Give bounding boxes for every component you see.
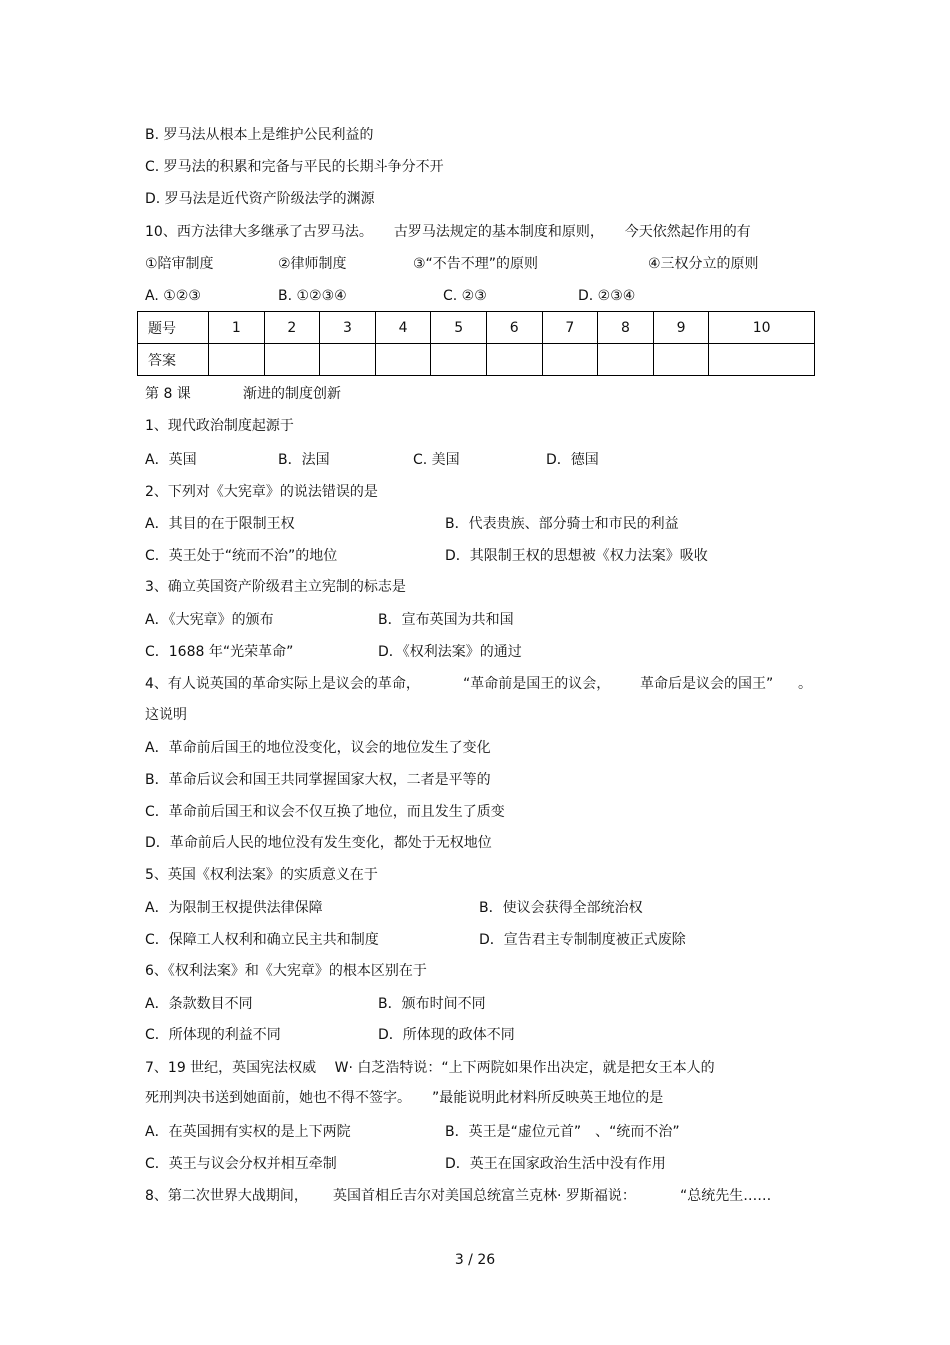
q10-stem: 10、西方法律大多继承了古罗马法。 古罗马法规定的基本制度和原则， 今天依然起作用的有: [145, 224, 751, 240]
q6-stem: 6、《权利法案》和《大宪章》的根本区别在于: [145, 963, 427, 979]
answer-cell[interactable]: [431, 344, 487, 376]
q7-option-b: B．英王是“虚位元首” 、“统而不治”: [445, 1124, 680, 1140]
q3-option-c: C．1688 年“光荣革命”: [145, 644, 294, 660]
q2-option-b: B．代表贵族、部分骑士和市民的利益: [445, 516, 679, 532]
answer-cell[interactable]: [375, 344, 431, 376]
q1-option-b: B．法国: [278, 452, 330, 468]
q8-stem-part2: 英国首相丘吉尔对美国总统富兰克林· 罗斯福说：: [333, 1188, 636, 1204]
q5-option-a: A．为限制王权提供法律保障: [145, 900, 323, 916]
q6-option-c: C．所体现的利益不同: [145, 1027, 281, 1043]
option-b: B. 罗马法从根本上是维护公民利益的: [145, 127, 374, 143]
table-cell-number: 5: [431, 312, 487, 344]
lesson-number: 第 8 课: [145, 386, 191, 402]
q4-stem-part4: 。: [798, 676, 812, 692]
q7-stem-line2: 死刑判决书送到她面前，她也不得不签字。 ”最能说明此材料所反映英王地位的是: [145, 1090, 664, 1106]
answer-table: [137, 311, 815, 376]
option-d: D. 罗马法是近代资产阶级法学的渊源: [145, 191, 375, 207]
q10-item-4: ④三权分立的原则: [648, 256, 759, 272]
table-cell-number: 6: [486, 312, 542, 344]
table-header-answer: 答案: [138, 344, 209, 376]
answer-cell[interactable]: [486, 344, 542, 376]
q10-option-a: A. ①②③: [145, 288, 201, 304]
q4-option-b: B．革命后议会和国王共同掌握国家大权，二者是平等的: [145, 772, 491, 788]
q10-item-3: ③“不告不理”的原则: [413, 256, 539, 272]
q4-stem-part2: “革命前是国王的议会，: [463, 676, 611, 692]
answer-cell[interactable]: [653, 344, 709, 376]
q5-option-d: D．宣告君主专制制度被正式废除: [479, 932, 686, 948]
q3-option-b: B．宣布英国为共和国: [378, 612, 514, 628]
q4-option-d: D．革命前后人民的地位没有发生变化，都处于无权地位: [145, 835, 492, 851]
q3-option-a: A．《大宪章》的颁布: [145, 612, 274, 628]
q1-option-d: D．德国: [546, 452, 599, 468]
q5-option-b: B．使议会获得全部统治权: [479, 900, 643, 916]
table-cell-number: 10: [709, 312, 815, 344]
table-cell-number: 4: [375, 312, 431, 344]
q2-stem: 2、下列对《大宪章》的说法错误的是: [145, 484, 378, 500]
answer-cell[interactable]: [320, 344, 376, 376]
table-cell-number: 2: [264, 312, 320, 344]
q2-option-c: C．英王处于“统而不治”的地位: [145, 548, 338, 564]
answer-cell[interactable]: [209, 344, 265, 376]
q2-option-d: D．其限制王权的思想被《权力法案》吸收: [445, 548, 708, 564]
q4-option-c: C．革命前后国王和议会不仅互换了地位，而且发生了质变: [145, 804, 505, 820]
q7-stem-line1: 7、19 世纪，英国宪法权威 W· 白芝浩特说：“上下两院如果作出决定，就是把女王本人的: [145, 1060, 715, 1076]
q8-stem-part1: 8、第二次世界大战期间，: [145, 1188, 308, 1204]
table-row-answers: [138, 344, 815, 376]
q10-item-1: ①陪审制度: [145, 256, 214, 272]
answer-cell[interactable]: [598, 344, 654, 376]
q4-stem-part3: 革命后是议会的国王”: [640, 676, 774, 692]
q1-stem: 1、现代政治制度起源于: [145, 418, 294, 434]
q3-option-d: D．《权利法案》的通过: [378, 644, 522, 660]
option-c: C. 罗马法的积累和完备与平民的长期斗争分不开: [145, 159, 444, 175]
q1-option-c: C. 美国: [413, 452, 460, 468]
table-header-number: 题号: [138, 312, 209, 344]
q10-option-b: B. ①②③④: [278, 288, 347, 304]
q7-option-c: C．英王与议会分权并相互牵制: [145, 1156, 337, 1172]
answer-cell[interactable]: [542, 344, 598, 376]
table-cell-number: 9: [653, 312, 709, 344]
table-cell-number: 8: [598, 312, 654, 344]
answer-cell[interactable]: [709, 344, 815, 376]
q5-stem: 5、英国《权利法案》的实质意义在于: [145, 867, 378, 883]
q4-stem-line2: 这说明: [145, 707, 187, 723]
page-number: 3 / 26: [454, 1252, 496, 1268]
q7-option-a: A．在英国拥有实权的是上下两院: [145, 1124, 351, 1140]
answer-cell[interactable]: [264, 344, 320, 376]
q6-option-d: D．所体现的政体不同: [378, 1027, 515, 1043]
q8-stem-part3: “总统先生……: [680, 1188, 772, 1204]
q6-option-b: B．颁布时间不同: [378, 996, 486, 1012]
table-cell-number: 7: [542, 312, 598, 344]
q4-option-a: A．革命前后国王的地位没变化，议会的地位发生了变化: [145, 740, 491, 756]
q2-option-a: A．其目的在于限制王权: [145, 516, 295, 532]
q10-option-d: D. ②③④: [578, 288, 636, 304]
lesson-title: 渐进的制度创新: [243, 386, 341, 402]
q1-option-a: A．英国: [145, 452, 197, 468]
q4-stem-part1: 4、有人说英国的革命实际上是议会的革命，: [145, 676, 420, 692]
q10-item-2: ②律师制度: [278, 256, 347, 272]
table-row-numbers: [138, 312, 815, 344]
q5-option-c: C．保障工人权利和确立民主共和制度: [145, 932, 379, 948]
q6-option-a: A．条款数目不同: [145, 996, 253, 1012]
q7-option-d: D．英王在国家政治生活中没有作用: [445, 1156, 666, 1172]
table-cell-number: 1: [209, 312, 265, 344]
q10-option-c: C. ②③: [443, 288, 487, 304]
table-cell-number: 3: [320, 312, 376, 344]
q3-stem: 3、确立英国资产阶级君主立宪制的标志是: [145, 579, 406, 595]
